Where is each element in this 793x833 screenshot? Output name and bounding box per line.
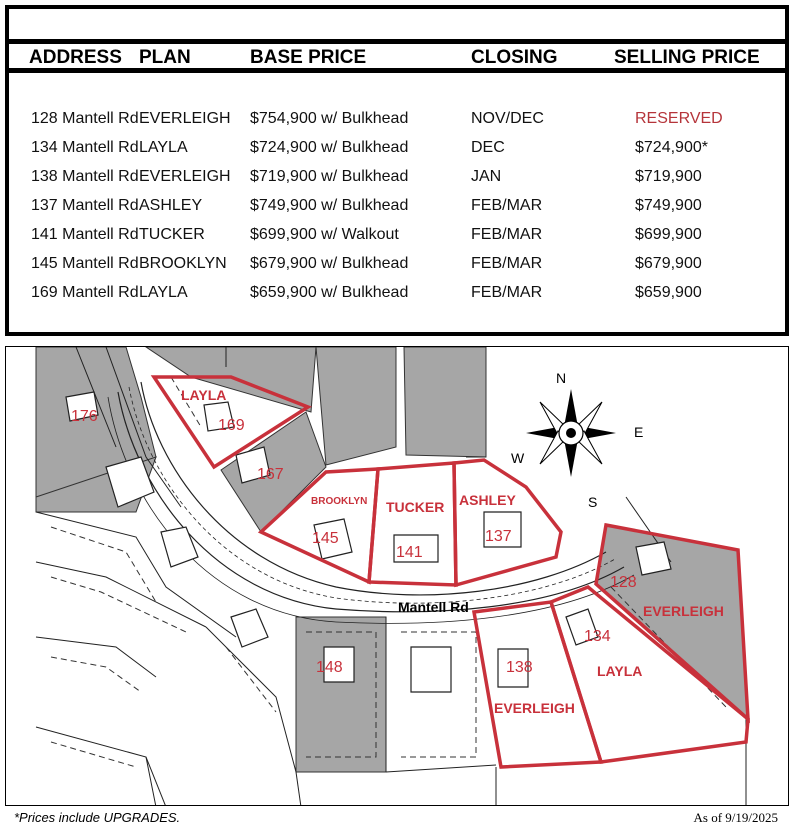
row-plan: ASHLEY [139, 197, 203, 214]
site-map [5, 346, 789, 806]
site-plan-drawing [6, 347, 789, 806]
lot-134-number: 134 [584, 628, 611, 645]
row-selling-price: $699,900 [635, 226, 702, 243]
row-plan: BROOKLYN [139, 255, 227, 272]
lot-128-plan: EVERLEIGH [643, 603, 724, 619]
row-base-price: $749,900 w/ Bulkhead [250, 197, 409, 214]
row-address: 145 Mantell Rd [31, 255, 139, 272]
compass-n: N [556, 370, 567, 386]
row-address: 141 Mantell Rd [31, 226, 139, 243]
as-of-date: As of 9/19/2025 [693, 810, 778, 825]
header-base-price: BASE PRICE [250, 47, 367, 68]
header-address: ADDRESS [29, 47, 122, 68]
row-selling-price: $679,900 [635, 255, 702, 272]
lot-169-number: 169 [218, 417, 245, 434]
compass-rose-icon [526, 389, 616, 477]
row-selling-price: $719,900 [635, 168, 702, 185]
lot-134-plan: LAYLA [597, 663, 643, 679]
price-table [5, 5, 789, 336]
table-row [9, 110, 785, 139]
compass-w: W [511, 450, 525, 466]
lot-138-plan: EVERLEIGH [494, 700, 575, 716]
row-plan: TUCKER [139, 226, 205, 243]
row-selling-price-reserved: RESERVED [635, 110, 723, 127]
row-closing: FEB/MAR [471, 226, 543, 243]
lot-141-plan: TUCKER [386, 499, 445, 515]
row-plan: EVERLEIGH [139, 110, 231, 127]
lot-176-number: 176 [71, 408, 98, 425]
row-base-price: $699,900 w/ Walkout [250, 226, 399, 243]
row-base-price: $659,900 w/ Bulkhead [250, 284, 409, 301]
row-base-price: $724,900 w/ Bulkhead [250, 139, 409, 156]
row-selling-price: $659,900 [635, 284, 702, 301]
row-address: 128 Mantell Rd [31, 110, 139, 127]
table-row [9, 255, 785, 284]
lot-141-number: 141 [396, 544, 423, 561]
table-header [9, 39, 785, 73]
row-closing: FEB/MAR [471, 284, 543, 301]
row-address: 134 Mantell Rd [31, 139, 139, 156]
lot-145-plan: BROOKLYN [311, 496, 368, 507]
row-address: 137 Mantell Rd [31, 197, 139, 214]
table-row [9, 139, 785, 168]
lot-128-number: 128 [610, 574, 637, 591]
lot-148-number: 148 [316, 659, 343, 676]
lot-145-number: 145 [312, 530, 339, 547]
row-address: 138 Mantell Rd [31, 168, 139, 185]
table-row [9, 197, 785, 226]
road-label: Mantell Rd [398, 599, 469, 615]
lot-167-number: 167 [257, 466, 284, 483]
row-plan: LAYLA [139, 284, 188, 301]
table-row [9, 226, 785, 255]
row-closing: DEC [471, 139, 505, 156]
lot-138-number: 138 [506, 659, 533, 676]
row-base-price: $679,900 w/ Bulkhead [250, 255, 409, 272]
compass-s: S [588, 494, 598, 510]
row-selling-price: $749,900 [635, 197, 702, 214]
row-closing: FEB/MAR [471, 255, 543, 272]
row-plan: LAYLA [139, 139, 188, 156]
header-plan: PLAN [139, 47, 191, 68]
table-row [9, 284, 785, 313]
row-closing: JAN [471, 168, 502, 185]
row-closing: FEB/MAR [471, 197, 543, 214]
row-closing: NOV/DEC [471, 110, 544, 127]
row-plan: EVERLEIGH [139, 168, 231, 185]
compass-e: E [634, 424, 644, 440]
lot-137-plan: ASHLEY [459, 492, 516, 508]
table-row [9, 168, 785, 197]
row-base-price: $719,900 w/ Bulkhead [250, 168, 409, 185]
row-address: 169 Mantell Rd [31, 284, 139, 301]
header-selling-price: SELLING PRICE [614, 47, 760, 68]
row-base-price: $754,900 w/ Bulkhead [250, 110, 409, 127]
header-closing: CLOSING [471, 47, 558, 68]
lot-137-number: 137 [485, 528, 512, 545]
footnote: *Prices include UPGRADES. [14, 810, 181, 825]
row-selling-price: $724,900* [635, 139, 708, 156]
lot-169-plan: LAYLA [181, 387, 227, 403]
